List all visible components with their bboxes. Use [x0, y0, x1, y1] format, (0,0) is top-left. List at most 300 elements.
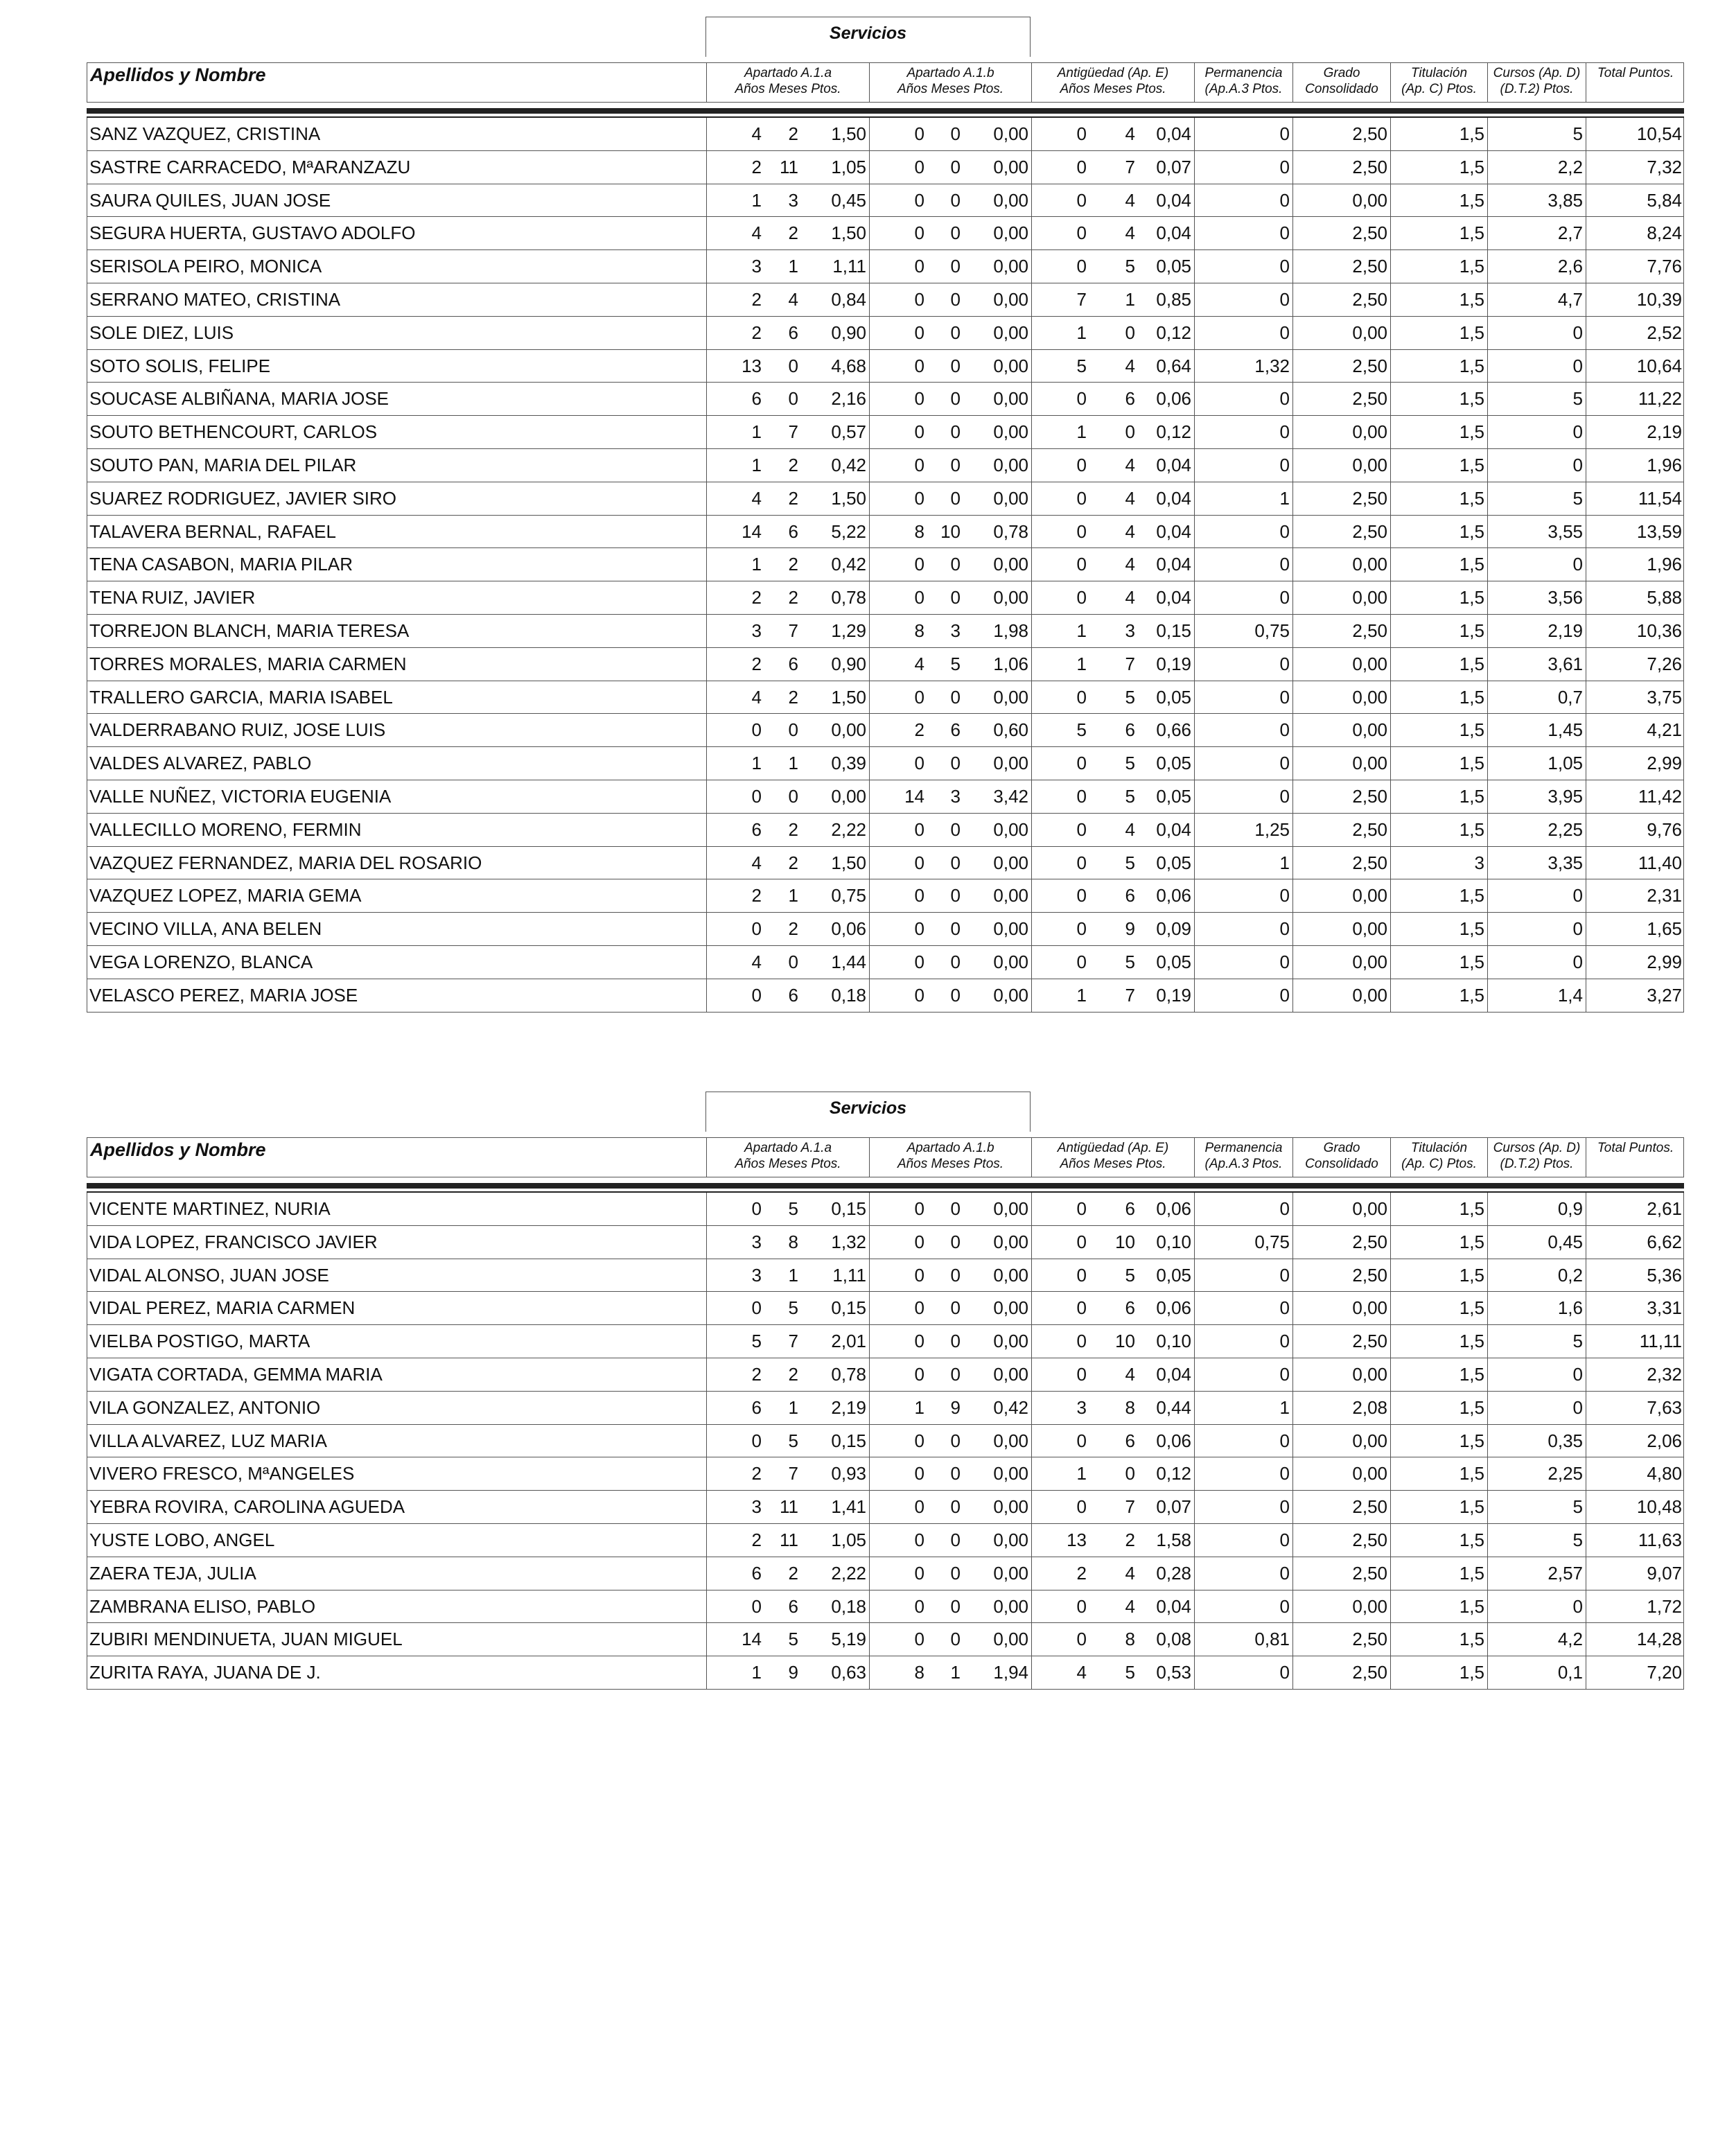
table-row [87, 946, 1683, 979]
cell-cursos: 0 [1572, 1396, 1583, 1418]
cell-a1a-ptos: 1,32 [831, 1231, 866, 1252]
cell-ant-meses: 7 [1125, 984, 1135, 1006]
column-divider [1031, 879, 1032, 912]
cell-a1a-anos: 5 [751, 1331, 762, 1352]
cell-name: SOUTO PAN, MARIA DEL PILAR [89, 454, 357, 475]
column-divider [869, 516, 870, 548]
cell-grado: 2,50 [1352, 256, 1387, 277]
cell-a1a-ptos: 0,00 [831, 719, 866, 741]
column-divider [1031, 1557, 1032, 1590]
cell-a1a-anos: 0 [751, 785, 762, 807]
column-divider [869, 615, 870, 647]
column-divider [869, 780, 870, 813]
cell-ant-meses: 4 [1125, 355, 1135, 376]
cell-a1a-meses: 6 [788, 322, 798, 343]
cell-ant-meses: 5 [1125, 1662, 1135, 1683]
cell-a1a-ptos: 1,44 [831, 951, 866, 972]
column-divider [1194, 1193, 1195, 1225]
cell-total: 13,59 [1636, 520, 1682, 542]
cell-permanencia: 0 [1279, 256, 1290, 277]
table-row [87, 1491, 1683, 1524]
cell-total: 2,06 [1647, 1430, 1682, 1451]
cell-a1a-ptos: 0,15 [831, 1198, 866, 1219]
cell-ant-anos: 7 [1076, 288, 1087, 310]
cell-name: TENA RUIZ, JAVIER [89, 587, 256, 608]
cell-a1a-ptos: 0,78 [831, 587, 866, 608]
cell-permanencia: 0 [1279, 686, 1290, 708]
column-divider [869, 184, 870, 217]
cell-ant-ptos: 0,19 [1156, 984, 1191, 1006]
cell-ant-ptos: 0,04 [1156, 454, 1191, 475]
table-row [87, 1259, 1683, 1292]
cell-titulacion: 1,5 [1459, 1264, 1484, 1286]
cell-ant-meses: 0 [1125, 421, 1135, 443]
cell-a1a-anos: 1 [751, 189, 762, 211]
cell-ant-ptos: 0,05 [1156, 1264, 1191, 1286]
cell-a1b-meses: 0 [950, 1496, 961, 1518]
cell-name: ZAMBRANA ELISO, PABLO [89, 1595, 316, 1617]
cell-ant-ptos: 0,12 [1156, 421, 1191, 443]
header-rule-thick [87, 108, 1684, 114]
cell-a1a-meses: 7 [788, 1331, 798, 1352]
cell-total: 7,32 [1647, 156, 1682, 177]
header-grado-line1: Grado [1323, 1141, 1360, 1155]
cell-ant-meses: 5 [1125, 686, 1135, 708]
column-divider [706, 979, 707, 1012]
cell-a1a-meses: 7 [788, 620, 798, 641]
column-divider [1390, 184, 1391, 217]
cell-a1a-meses: 0 [788, 785, 798, 807]
cell-ant-ptos: 0,04 [1156, 818, 1191, 840]
column-divider [869, 1226, 870, 1259]
cell-permanencia: 0 [1279, 1430, 1290, 1451]
header-grado [1292, 63, 1390, 102]
cell-ant-ptos: 0,09 [1156, 918, 1191, 940]
column-divider [1487, 217, 1488, 249]
column-divider [706, 1392, 707, 1424]
cell-a1b-meses: 3 [950, 785, 961, 807]
cell-a1b-ptos: 0,00 [993, 1198, 1028, 1219]
cell-ant-anos: 0 [1076, 785, 1087, 807]
column-divider [1487, 548, 1488, 581]
cell-cursos: 2,6 [1557, 256, 1583, 277]
column-divider [706, 548, 707, 581]
header-perm-line2: (Ap.A.3 Ptos. [1204, 82, 1283, 96]
column-divider [1194, 946, 1195, 979]
cell-a1a-anos: 13 [742, 355, 762, 376]
cell-a1a-anos: 6 [751, 1562, 762, 1584]
cell-name: ZUBIRI MENDINUETA, JUAN MIGUEL [89, 1629, 403, 1650]
column-divider [1194, 516, 1195, 548]
cell-cursos: 2,2 [1557, 156, 1583, 177]
cell-name: VALLE NUÑEZ, VICTORIA EUGENIA [89, 785, 392, 807]
column-divider [1031, 648, 1032, 681]
cell-ant-meses: 7 [1125, 156, 1135, 177]
cell-name: VILLA ALVAREZ, LUZ MARIA [89, 1430, 327, 1451]
cell-a1a-meses: 2 [788, 1363, 798, 1385]
cell-grado: 0,00 [1352, 454, 1387, 475]
header-tit-line2: (Ap. C) Ptos. [1401, 82, 1477, 96]
column-divider [1292, 648, 1293, 681]
cell-name: VIDAL ALONSO, JUAN JOSE [89, 1264, 329, 1286]
cell-titulacion: 1,5 [1459, 753, 1484, 774]
cell-cursos: 0 [1572, 355, 1583, 376]
cell-a1b-ptos: 0,00 [993, 1430, 1028, 1451]
cell-cursos: 1,05 [1548, 753, 1583, 774]
column-divider [1487, 1292, 1488, 1324]
column-divider [706, 1491, 707, 1523]
cell-a1b-meses: 0 [950, 1231, 961, 1252]
column-divider [1292, 416, 1293, 448]
column-divider [869, 1524, 870, 1557]
cell-a1a-meses: 6 [788, 1595, 798, 1617]
column-divider [1194, 979, 1195, 1012]
cell-ant-anos: 0 [1076, 454, 1087, 475]
cell-a1a-meses: 5 [788, 1629, 798, 1650]
header-grado-line1: Grado [1323, 66, 1360, 80]
cell-a1b-anos: 0 [914, 355, 924, 376]
cell-ant-meses: 6 [1125, 719, 1135, 741]
cell-ant-anos: 0 [1076, 487, 1087, 509]
cell-permanencia: 1 [1279, 1396, 1290, 1418]
header-ant-line2: Años Meses Ptos. [1060, 82, 1166, 96]
column-divider [1487, 317, 1488, 349]
column-divider [869, 1292, 870, 1324]
column-divider [1487, 151, 1488, 184]
cell-a1a-meses: 5 [788, 1430, 798, 1451]
cell-permanencia: 0 [1279, 785, 1290, 807]
cell-permanencia: 0 [1279, 222, 1290, 244]
cell-a1b-ptos: 3,42 [993, 785, 1028, 807]
column-divider [1292, 814, 1293, 846]
cell-titulacion: 1,5 [1459, 554, 1484, 575]
header-tit [1390, 1138, 1487, 1177]
cell-a1a-ptos: 1,05 [831, 1529, 866, 1550]
column-divider [1194, 1623, 1195, 1656]
cell-a1a-anos: 2 [751, 1463, 762, 1484]
cell-a1b-anos: 0 [914, 587, 924, 608]
cell-total: 4,80 [1647, 1463, 1682, 1484]
cell-ant-meses: 4 [1125, 454, 1135, 475]
column-divider [869, 1457, 870, 1490]
cell-ant-anos: 1 [1076, 653, 1087, 674]
cell-total: 2,52 [1647, 322, 1682, 343]
column-divider [869, 814, 870, 846]
cell-a1a-anos: 1 [751, 454, 762, 475]
column-divider [1194, 1392, 1195, 1424]
cell-grado: 0,00 [1352, 753, 1387, 774]
column-divider [706, 1292, 707, 1324]
cell-ant-ptos: 0,53 [1156, 1662, 1191, 1683]
column-divider [1031, 1292, 1032, 1324]
cell-a1a-ptos: 0,39 [831, 753, 866, 774]
cell-ant-anos: 3 [1076, 1396, 1087, 1418]
cell-grado: 2,50 [1352, 355, 1387, 376]
cell-total: 3,27 [1647, 984, 1682, 1006]
column-divider [1031, 151, 1032, 184]
cell-grado: 2,50 [1352, 222, 1387, 244]
cell-ant-anos: 0 [1076, 1198, 1087, 1219]
cell-cursos: 5 [1572, 123, 1583, 144]
cell-permanencia: 0 [1279, 288, 1290, 310]
column-divider [1487, 250, 1488, 283]
cell-a1b-ptos: 0,00 [993, 1297, 1028, 1319]
cell-permanencia: 0 [1279, 421, 1290, 443]
cell-grado: 2,50 [1352, 1662, 1387, 1683]
cell-a1b-ptos: 0,78 [993, 520, 1028, 542]
cell-ant-meses: 5 [1125, 852, 1135, 873]
cell-a1a-meses: 5 [788, 1198, 798, 1219]
column-divider [1390, 482, 1391, 515]
cell-grado: 2,50 [1352, 1496, 1387, 1518]
cell-a1a-anos: 4 [751, 487, 762, 509]
cell-a1b-ptos: 0,00 [993, 222, 1028, 244]
column-divider [1390, 1623, 1391, 1656]
column-divider [1390, 350, 1391, 383]
header-ant [1031, 63, 1194, 102]
cell-a1b-anos: 0 [914, 1331, 924, 1352]
cell-a1b-anos: 0 [914, 421, 924, 443]
column-divider [1031, 482, 1032, 515]
cell-name: VIDA LOPEZ, FRANCISCO JAVIER [89, 1231, 378, 1252]
cell-a1b-meses: 10 [940, 520, 961, 542]
cell-a1a-anos: 0 [751, 1297, 762, 1319]
column-divider [1194, 250, 1195, 283]
cell-cursos: 4,2 [1557, 1629, 1583, 1650]
cell-a1b-ptos: 0,00 [993, 1463, 1028, 1484]
column-divider [1194, 350, 1195, 383]
cell-permanencia: 0 [1279, 719, 1290, 741]
cell-name: VIGATA CORTADA, GEMMA MARIA [89, 1363, 383, 1385]
cell-name: TORRES MORALES, MARIA CARMEN [89, 653, 407, 674]
column-divider [1487, 449, 1488, 482]
cell-titulacion: 1,5 [1459, 918, 1484, 940]
column-divider [1487, 747, 1488, 780]
table-row [87, 681, 1683, 715]
cell-a1a-meses: 0 [788, 719, 798, 741]
header-a1a-line2: Años Meses Ptos. [735, 82, 841, 96]
cell-a1b-ptos: 0,00 [993, 852, 1028, 873]
cell-a1b-ptos: 0,00 [993, 1595, 1028, 1617]
column-divider [1194, 283, 1195, 316]
column-divider [1390, 1656, 1391, 1689]
table-row [87, 1623, 1683, 1656]
table-row [87, 1226, 1683, 1259]
cell-titulacion: 1,5 [1459, 984, 1484, 1006]
column-divider [1487, 1590, 1488, 1623]
cell-grado: 0,00 [1352, 189, 1387, 211]
cell-permanencia: 0,81 [1254, 1629, 1290, 1650]
column-divider [1487, 1425, 1488, 1457]
cell-ant-ptos: 0,04 [1156, 1595, 1191, 1617]
header-a1b [869, 1138, 1031, 1177]
column-divider [1292, 1226, 1293, 1259]
column-divider [1194, 780, 1195, 813]
cell-total: 14,28 [1636, 1629, 1682, 1650]
column-divider [869, 1392, 870, 1424]
cell-a1b-meses: 0 [950, 156, 961, 177]
column-divider [706, 350, 707, 383]
column-divider [1292, 1358, 1293, 1391]
column-divider [1487, 482, 1488, 515]
cell-a1a-anos: 2 [751, 156, 762, 177]
cell-cursos: 0,45 [1548, 1231, 1583, 1252]
cell-permanencia: 0 [1279, 951, 1290, 972]
column-divider [1390, 714, 1391, 746]
cell-a1a-meses: 2 [788, 852, 798, 873]
column-divider [1194, 383, 1195, 415]
cell-a1a-meses: 2 [788, 554, 798, 575]
cell-name: VEGA LORENZO, BLANCA [89, 951, 313, 972]
cell-a1a-meses: 0 [788, 355, 798, 376]
column-divider [1390, 1557, 1391, 1590]
table-body [87, 1193, 1684, 1690]
column-divider [1031, 1590, 1032, 1623]
header-a1a-line1: Apartado A.1.a [744, 1141, 832, 1155]
column-divider [1194, 714, 1195, 746]
column-divider [1390, 946, 1391, 979]
column-divider [1031, 913, 1032, 945]
cell-ant-anos: 0 [1076, 520, 1087, 542]
column-divider [1194, 814, 1195, 846]
column-divider [1194, 217, 1195, 249]
cell-a1a-meses: 2 [788, 686, 798, 708]
cell-a1b-anos: 0 [914, 1198, 924, 1219]
table-row [87, 317, 1683, 350]
cell-a1b-ptos: 0,00 [993, 885, 1028, 906]
cell-a1b-ptos: 0,00 [993, 487, 1028, 509]
cell-ant-anos: 0 [1076, 1363, 1087, 1385]
cell-a1a-anos: 4 [751, 123, 762, 144]
cell-titulacion: 1,5 [1459, 156, 1484, 177]
cell-a1a-meses: 9 [788, 1662, 798, 1683]
cell-a1b-ptos: 0,00 [993, 1529, 1028, 1550]
cell-total: 5,36 [1647, 1264, 1682, 1286]
cell-grado: 2,50 [1352, 1231, 1387, 1252]
cell-ant-anos: 13 [1067, 1529, 1087, 1550]
cell-ant-ptos: 0,06 [1156, 885, 1191, 906]
column-divider [706, 681, 707, 714]
column-divider [1390, 118, 1391, 150]
cell-a1a-meses: 11 [780, 1529, 798, 1550]
cell-ant-meses: 3 [1125, 620, 1135, 641]
column-divider [1390, 780, 1391, 813]
column-divider [1292, 184, 1293, 217]
table-row [87, 118, 1683, 151]
column-divider [1031, 1457, 1032, 1490]
column-divider [869, 681, 870, 714]
cell-cursos: 0 [1572, 918, 1583, 940]
cell-grado: 2,50 [1352, 520, 1387, 542]
column-divider [869, 250, 870, 283]
column-divider [1390, 416, 1391, 448]
header-a1a-line2: Años Meses Ptos. [735, 1157, 841, 1171]
table-row [87, 1193, 1683, 1226]
cell-ant-meses: 4 [1125, 587, 1135, 608]
column-divider [1031, 714, 1032, 746]
cell-a1a-meses: 1 [788, 1264, 798, 1286]
cell-a1b-meses: 0 [950, 984, 961, 1006]
cell-name: VAZQUEZ FERNANDEZ, MARIA DEL ROSARIO [89, 852, 482, 873]
column-divider [706, 1325, 707, 1358]
cell-permanencia: 0,75 [1254, 620, 1290, 641]
cell-name: SOUCASE ALBIÑANA, MARIA JOSE [89, 388, 389, 410]
cell-grado: 0,00 [1352, 951, 1387, 972]
cell-permanencia: 0 [1279, 123, 1290, 144]
column-divider [1390, 151, 1391, 184]
header-a1a-line1: Apartado A.1.a [744, 66, 832, 80]
cell-cursos: 0 [1572, 1595, 1583, 1617]
column-divider [1031, 1425, 1032, 1457]
cell-a1b-meses: 0 [950, 288, 961, 310]
cell-total: 2,99 [1647, 951, 1682, 972]
column-divider [1292, 946, 1293, 979]
column-divider [1390, 449, 1391, 482]
column-divider [1292, 1259, 1293, 1292]
cell-a1b-ptos: 0,00 [993, 753, 1028, 774]
column-divider [869, 283, 870, 316]
cell-a1a-ptos: 0,18 [831, 984, 866, 1006]
cell-a1b-meses: 0 [950, 1562, 961, 1584]
cell-a1b-ptos: 0,42 [993, 1396, 1028, 1418]
cell-name: TRALLERO GARCIA, MARIA ISABEL [89, 686, 393, 708]
header-ant [1031, 1138, 1194, 1177]
cell-ant-ptos: 0,15 [1156, 620, 1191, 641]
column-divider [1390, 1392, 1391, 1424]
cell-titulacion: 1,5 [1459, 1662, 1484, 1683]
column-divider [1194, 416, 1195, 448]
cell-cursos: 0 [1572, 885, 1583, 906]
cell-ant-anos: 1 [1076, 984, 1087, 1006]
column-divider [706, 516, 707, 548]
cell-ant-anos: 1 [1076, 421, 1087, 443]
cell-a1b-meses: 0 [950, 355, 961, 376]
cell-a1b-ptos: 0,00 [993, 554, 1028, 575]
cell-a1a-meses: 7 [788, 1463, 798, 1484]
cell-a1b-anos: 8 [914, 1662, 924, 1683]
cell-total: 2,31 [1647, 885, 1682, 906]
cell-a1a-anos: 3 [751, 256, 762, 277]
cell-a1a-ptos: 1,41 [831, 1496, 866, 1518]
cell-grado: 0,00 [1352, 918, 1387, 940]
column-divider [1487, 516, 1488, 548]
cell-ant-anos: 1 [1076, 322, 1087, 343]
column-divider [1194, 1557, 1195, 1590]
cell-a1a-meses: 2 [788, 487, 798, 509]
table-row [87, 847, 1683, 880]
cell-total: 1,96 [1647, 454, 1682, 475]
cell-cursos: 3,55 [1548, 520, 1583, 542]
cell-a1b-anos: 0 [914, 984, 924, 1006]
cell-ant-ptos: 0,05 [1156, 785, 1191, 807]
cell-ant-ptos: 0,07 [1156, 1496, 1191, 1518]
cell-name: SOUTO BETHENCOURT, CARLOS [89, 421, 378, 443]
cell-permanencia: 0 [1279, 189, 1290, 211]
cell-grado: 0,00 [1352, 1463, 1387, 1484]
cell-ant-anos: 5 [1076, 719, 1087, 741]
cell-a1b-anos: 0 [914, 554, 924, 575]
column-divider [1031, 118, 1032, 150]
cell-permanencia: 0 [1279, 520, 1290, 542]
column-divider [1487, 1259, 1488, 1292]
header-a1b-line1: Apartado A.1.b [906, 66, 994, 80]
cell-ant-meses: 0 [1125, 1463, 1135, 1484]
table-row [87, 714, 1683, 747]
servicios-heading: Servicios [705, 1092, 1031, 1132]
column-divider [1292, 1656, 1293, 1689]
column-divider [1194, 1358, 1195, 1391]
cell-a1b-meses: 0 [950, 1198, 961, 1219]
